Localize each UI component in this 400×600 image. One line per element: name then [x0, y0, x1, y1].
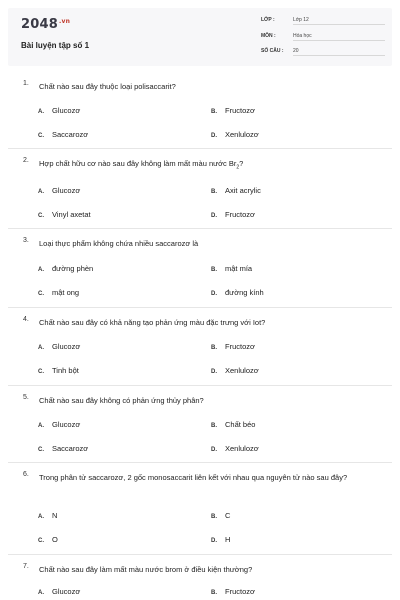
option-a[interactable]: A. đường phèn [38, 264, 94, 273]
option-b[interactable]: B. Chất béo [211, 420, 256, 429]
meta-value: Lớp 12 [293, 17, 385, 25]
divider [8, 385, 392, 386]
option-c[interactable]: C. Saccarozơ [38, 130, 89, 139]
subscript: 2 [236, 164, 240, 171]
option-d[interactable]: D. Fructozơ [211, 210, 255, 219]
meta-subject [261, 33, 387, 45]
option-b[interactable]: B. mật mía [211, 264, 253, 273]
logo-suffix: .vn [58, 17, 71, 25]
question-number: 2. [23, 157, 29, 164]
divider [8, 554, 392, 555]
question-number: 1. [23, 80, 29, 87]
meta-value: 20 [293, 48, 385, 56]
question-text: Trong phân tử saccarozơ, 2 gốc monosaccarit liên kết với nhau qua nguyên tử nào sau đây? [39, 473, 348, 482]
option-c[interactable]: C. Tinh bột [38, 366, 79, 375]
option-c[interactable]: C. Vinyl axetat [38, 210, 91, 219]
option-d[interactable]: D. H [211, 535, 231, 544]
option-a[interactable]: A. Glucozơ [38, 186, 81, 195]
meta-label: MÔN : [261, 33, 276, 39]
meta-label: SỐ CÂU : [261, 48, 284, 54]
logo-main: 2048 [21, 17, 58, 32]
question-text: Hợp chất hữu cơ nào sau đây không làm mất màu nước $Br_2$? [39, 159, 244, 171]
question-number: 4. [23, 316, 29, 323]
question-text: Loại thực phẩm không chứa nhiều saccarozơ là [39, 239, 199, 248]
meta-question-count [261, 48, 387, 60]
divider [8, 228, 392, 229]
question-text: Chất nào sau đây thuộc loại polisaccarit? [39, 82, 176, 91]
worksheet-header [8, 8, 392, 66]
option-c[interactable]: C. mật ong [38, 288, 80, 297]
option-b[interactable]: B. Fructozơ [211, 587, 255, 596]
site-logo[interactable] [21, 17, 70, 32]
question-text: Chất nào sau đây làm mất màu nước brom ở điều kiện thường? [39, 565, 253, 574]
option-a[interactable]: A. Glucozơ [38, 106, 81, 115]
question-text: Chất nào sau đây có khả năng tạo phản ứng màu đặc trưng với Iot? [39, 318, 266, 327]
question-text: Chất nào sau đây không có phản ứng thủy phân? [39, 396, 204, 405]
option-a[interactable]: A. Glucozơ [38, 587, 81, 596]
option-b[interactable]: B. Fructozơ [211, 342, 255, 351]
option-b[interactable]: B. C [211, 511, 231, 520]
question-number: 7. [23, 563, 29, 570]
option-c[interactable]: C. O [38, 535, 58, 544]
divider [8, 148, 392, 149]
option-a[interactable]: A. Glucozơ [38, 342, 81, 351]
option-d[interactable]: D. đường kính [211, 288, 264, 297]
option-a[interactable]: A. N [38, 511, 58, 520]
option-d[interactable]: D. Xenlulozơ [211, 366, 259, 375]
divider [8, 307, 392, 308]
option-a[interactable]: A. Glucozơ [38, 420, 81, 429]
option-d[interactable]: D. Xenlulozơ [211, 444, 259, 453]
meta-value: Hóa học [293, 33, 385, 41]
meta-class [261, 17, 387, 29]
question-number: 3. [23, 237, 29, 244]
option-b[interactable]: B. Axit acrylic [211, 186, 261, 195]
option-d[interactable]: D. Xenlulozơ [211, 130, 259, 139]
worksheet-title: Bài luyện tập số 1 [21, 41, 90, 50]
option-c[interactable]: C. Saccarozơ [38, 444, 89, 453]
question-number: 5. [23, 394, 29, 401]
divider [8, 462, 392, 463]
option-b[interactable]: B. Fructozơ [211, 106, 255, 115]
question-number: 6. [23, 471, 29, 478]
meta-label: LỚP : [261, 17, 275, 23]
